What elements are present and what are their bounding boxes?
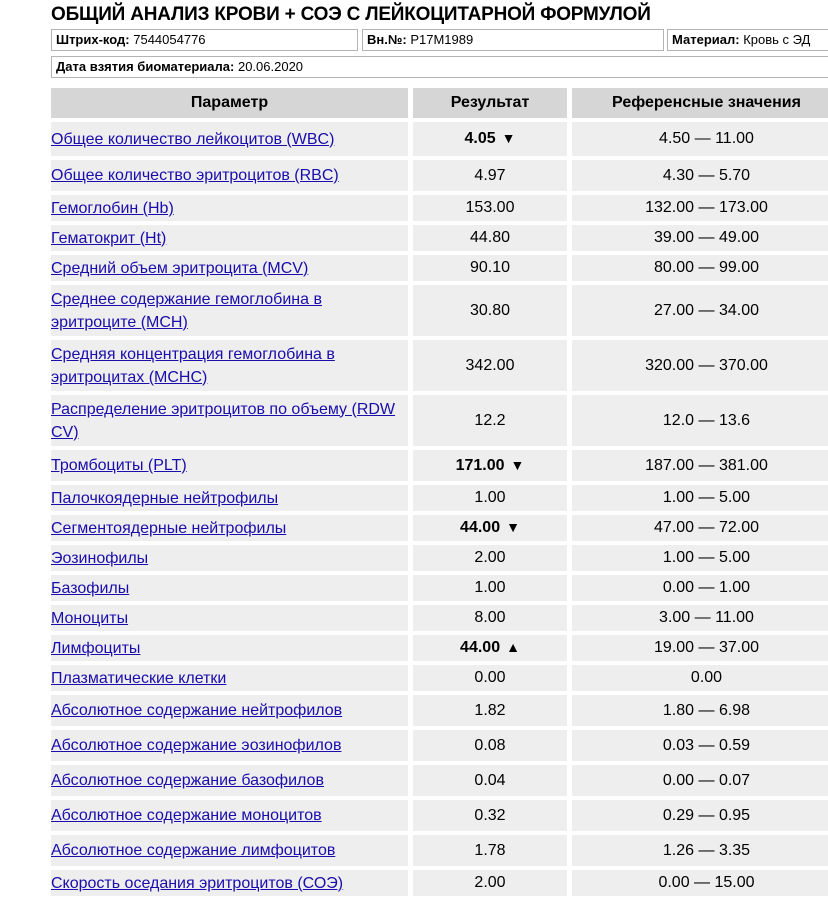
page-title: ОБЩИЙ АНАЛИЗ КРОВИ + СОЭ С ЛЕЙКОЦИТАРНОЙ ФОРМУЛОЙ: [51, 4, 651, 25]
result-cell: [408, 730, 567, 761]
barcode-label: Штрих-код:: [56, 32, 130, 47]
parameter-link[interactable]: Средний объем эритроцита (MCV): [51, 259, 309, 277]
parameter-link[interactable]: Среднее содержание гемоглобина в эритроците (MCH): [51, 290, 322, 331]
parameter-link[interactable]: Общее количество лейкоцитов (WBC): [51, 130, 335, 148]
table-row: [51, 765, 828, 796]
table-row: [51, 635, 828, 661]
parameter-link[interactable]: Средняя концентрация гемоглобина в эритроцитах (MCHC): [51, 345, 335, 386]
result-cell: [408, 800, 567, 831]
parameter-cell: [51, 485, 408, 511]
parameter-cell: [51, 605, 408, 631]
parameter-cell: [51, 122, 408, 156]
result-value: 1.78: [474, 841, 506, 859]
reference-cell: 1.00 — 5.00: [567, 545, 828, 571]
reference-cell: 4.30 — 5.70: [567, 160, 828, 191]
result-value: 12.2: [474, 411, 506, 429]
reference-cell: 3.00 — 11.00: [567, 605, 828, 631]
material-label: Материал:: [672, 32, 740, 47]
parameter-cell: [51, 635, 408, 661]
table-row: [51, 485, 828, 511]
table-row: [51, 515, 828, 541]
reference-cell: 1.00 — 5.00: [567, 485, 828, 511]
table-row: [51, 665, 828, 691]
table-row: [51, 695, 828, 726]
parameter-cell: [51, 695, 408, 726]
result-cell: [408, 340, 567, 391]
parameter-cell: [51, 395, 408, 446]
parameter-link[interactable]: Абсолютное содержание моноцитов: [51, 807, 322, 824]
table-row: [51, 545, 828, 571]
result-value: 30.80: [469, 301, 511, 319]
parameter-link[interactable]: Гемоглобин (Hb): [51, 199, 174, 217]
table-row: [51, 122, 828, 156]
reference-cell: 19.00 — 37.00: [567, 635, 828, 661]
result-value: 4.05: [464, 130, 496, 147]
referral-label: Вн.№:: [367, 32, 407, 47]
result-cell: [408, 545, 567, 571]
reference-cell: 12.0 — 13.6: [567, 395, 828, 446]
parameter-cell: [51, 225, 408, 251]
reference-cell: 0.00 — 1.00: [567, 575, 828, 601]
table-row: [51, 285, 828, 336]
table-header-row: [51, 88, 828, 118]
result-cell: [408, 695, 567, 726]
parameter-link[interactable]: Лимфоциты: [51, 639, 141, 657]
result-value: 2.00: [474, 874, 506, 891]
result-value: 1.82: [474, 701, 506, 719]
parameter-cell: [51, 800, 408, 831]
table-row: [51, 225, 828, 251]
arrow-down-icon: ▼: [510, 456, 525, 473]
result-cell: [408, 635, 567, 661]
table-row: [51, 395, 828, 446]
result-value: 0.00: [474, 669, 506, 686]
parameter-link[interactable]: Распределение эритроцитов по объему (RDW CV): [51, 400, 396, 441]
result-cell: [408, 835, 567, 866]
header-parameter: Параметр: [51, 88, 408, 118]
result-cell: [408, 195, 567, 221]
parameter-cell: [51, 515, 408, 541]
table-row: [51, 195, 828, 221]
result-cell: [408, 255, 567, 281]
parameter-cell: [51, 340, 408, 391]
result-value: 0.04: [474, 771, 506, 789]
result-value: 1.00: [474, 579, 506, 596]
arrow-down-icon: ▼: [501, 130, 516, 146]
result-cell: [408, 765, 567, 796]
result-cell: [408, 285, 567, 336]
arrow-down-icon: ▼: [506, 519, 520, 535]
header-reference: Референсные значения: [567, 88, 828, 118]
parameter-link[interactable]: Сегментоядерные нейтрофилы: [51, 519, 287, 537]
arrow-up-icon: ▲: [506, 639, 520, 655]
reference-cell: 0.00 — 0.07: [567, 765, 828, 796]
table-row: [51, 605, 828, 631]
material-field: [667, 29, 828, 51]
result-value: 0.32: [474, 806, 506, 824]
parameter-link[interactable]: Абсолютное содержание эозинофилов: [51, 737, 342, 754]
reference-cell: 0.00: [567, 665, 828, 691]
header-result: Результат: [408, 88, 567, 118]
parameter-link[interactable]: Абсолютное содержание лимфоцитов: [51, 842, 336, 859]
reference-cell: 1.26 — 3.35: [567, 835, 828, 866]
referral-number-field: [362, 29, 664, 51]
reference-cell: 4.50 — 11.00: [567, 122, 828, 156]
reference-cell: 0.00 — 15.00: [567, 870, 828, 896]
parameter-cell: [51, 160, 408, 191]
parameter-cell: [51, 835, 408, 866]
result-cell: [408, 515, 567, 541]
sample-date-value: 20.06.2020: [237, 59, 304, 74]
reference-cell: 39.00 — 49.00: [567, 225, 828, 251]
parameter-link[interactable]: Моноциты: [51, 609, 129, 627]
parameter-link[interactable]: Базофилы: [51, 579, 130, 597]
parameter-link[interactable]: Скорость оседания эритроцитов (СОЭ): [51, 874, 344, 892]
result-cell: [408, 665, 567, 691]
table-row: [51, 835, 828, 866]
sample-date-field: [51, 56, 828, 78]
material-value: Кровь с ЭД: [743, 32, 811, 47]
result-cell: [408, 395, 567, 446]
result-cell: [408, 160, 567, 191]
result-value: 4.97: [474, 166, 506, 184]
parameter-link[interactable]: Гематокрит (Ht): [51, 229, 167, 247]
result-value: 90.10: [469, 259, 511, 276]
barcode-field: [51, 29, 358, 51]
reference-cell: 320.00 — 370.00: [567, 340, 828, 391]
result-cell: [408, 575, 567, 601]
reference-cell: 47.00 — 72.00: [567, 515, 828, 541]
result-value: 2.00: [474, 549, 506, 566]
reference-cell: 80.00 — 99.00: [567, 255, 828, 281]
parameter-link[interactable]: Абсолютное содержание базофилов: [51, 772, 324, 789]
table-row: [51, 450, 828, 481]
result-value: 0.08: [474, 736, 506, 754]
parameter-link[interactable]: Общее количество эритроцитов (RBC): [51, 167, 339, 184]
parameter-cell: [51, 665, 408, 691]
table-row: [51, 255, 828, 281]
result-value: 171.00: [455, 456, 505, 474]
parameter-cell: [51, 730, 408, 761]
result-value: 342.00: [465, 356, 515, 374]
result-cell: [408, 450, 567, 481]
parameter-cell: [51, 575, 408, 601]
table-row: [51, 575, 828, 601]
parameter-link[interactable]: Абсолютное содержание нейтрофилов: [51, 702, 343, 719]
parameter-cell: [51, 545, 408, 571]
result-cell: [408, 605, 567, 631]
parameter-cell: [51, 255, 408, 281]
result-cell: [408, 485, 567, 511]
parameter-cell: [51, 765, 408, 796]
results-table: [51, 84, 828, 900]
referral-value: P17M1989: [410, 32, 474, 47]
result-value: 44.00: [460, 519, 501, 536]
result-value: 1.00: [474, 489, 506, 506]
reference-cell: 187.00 — 381.00: [567, 450, 828, 481]
result-value: 44.80: [469, 229, 511, 246]
table-row: [51, 340, 828, 391]
parameter-cell: [51, 285, 408, 336]
result-value: 153.00: [465, 199, 515, 216]
reference-cell: 0.29 — 0.95: [567, 800, 828, 831]
barcode-value: 7544054776: [133, 32, 206, 47]
parameter-cell: [51, 450, 408, 481]
reference-cell: 27.00 — 34.00: [567, 285, 828, 336]
parameter-link[interactable]: Эозинофилы: [51, 549, 149, 567]
results-body: [51, 122, 828, 896]
table-row: [51, 730, 828, 761]
reference-cell: 1.80 — 6.98: [567, 695, 828, 726]
result-value: 44.00: [460, 639, 501, 656]
table-row: [51, 800, 828, 831]
reference-cell: 132.00 — 173.00: [567, 195, 828, 221]
table-row: [51, 160, 828, 191]
sample-date-label: Дата взятия биоматериала:: [56, 59, 235, 74]
result-cell: [408, 122, 567, 156]
result-value: 8.00: [474, 609, 506, 626]
reference-cell: 0.03 — 0.59: [567, 730, 828, 761]
parameter-cell: [51, 195, 408, 221]
parameter-link[interactable]: Тромбоциты (PLT): [51, 457, 187, 474]
parameter-link[interactable]: Палочкоядерные нейтрофилы: [51, 489, 279, 507]
result-cell: [408, 225, 567, 251]
parameter-link[interactable]: Плазматические клетки: [51, 669, 227, 687]
